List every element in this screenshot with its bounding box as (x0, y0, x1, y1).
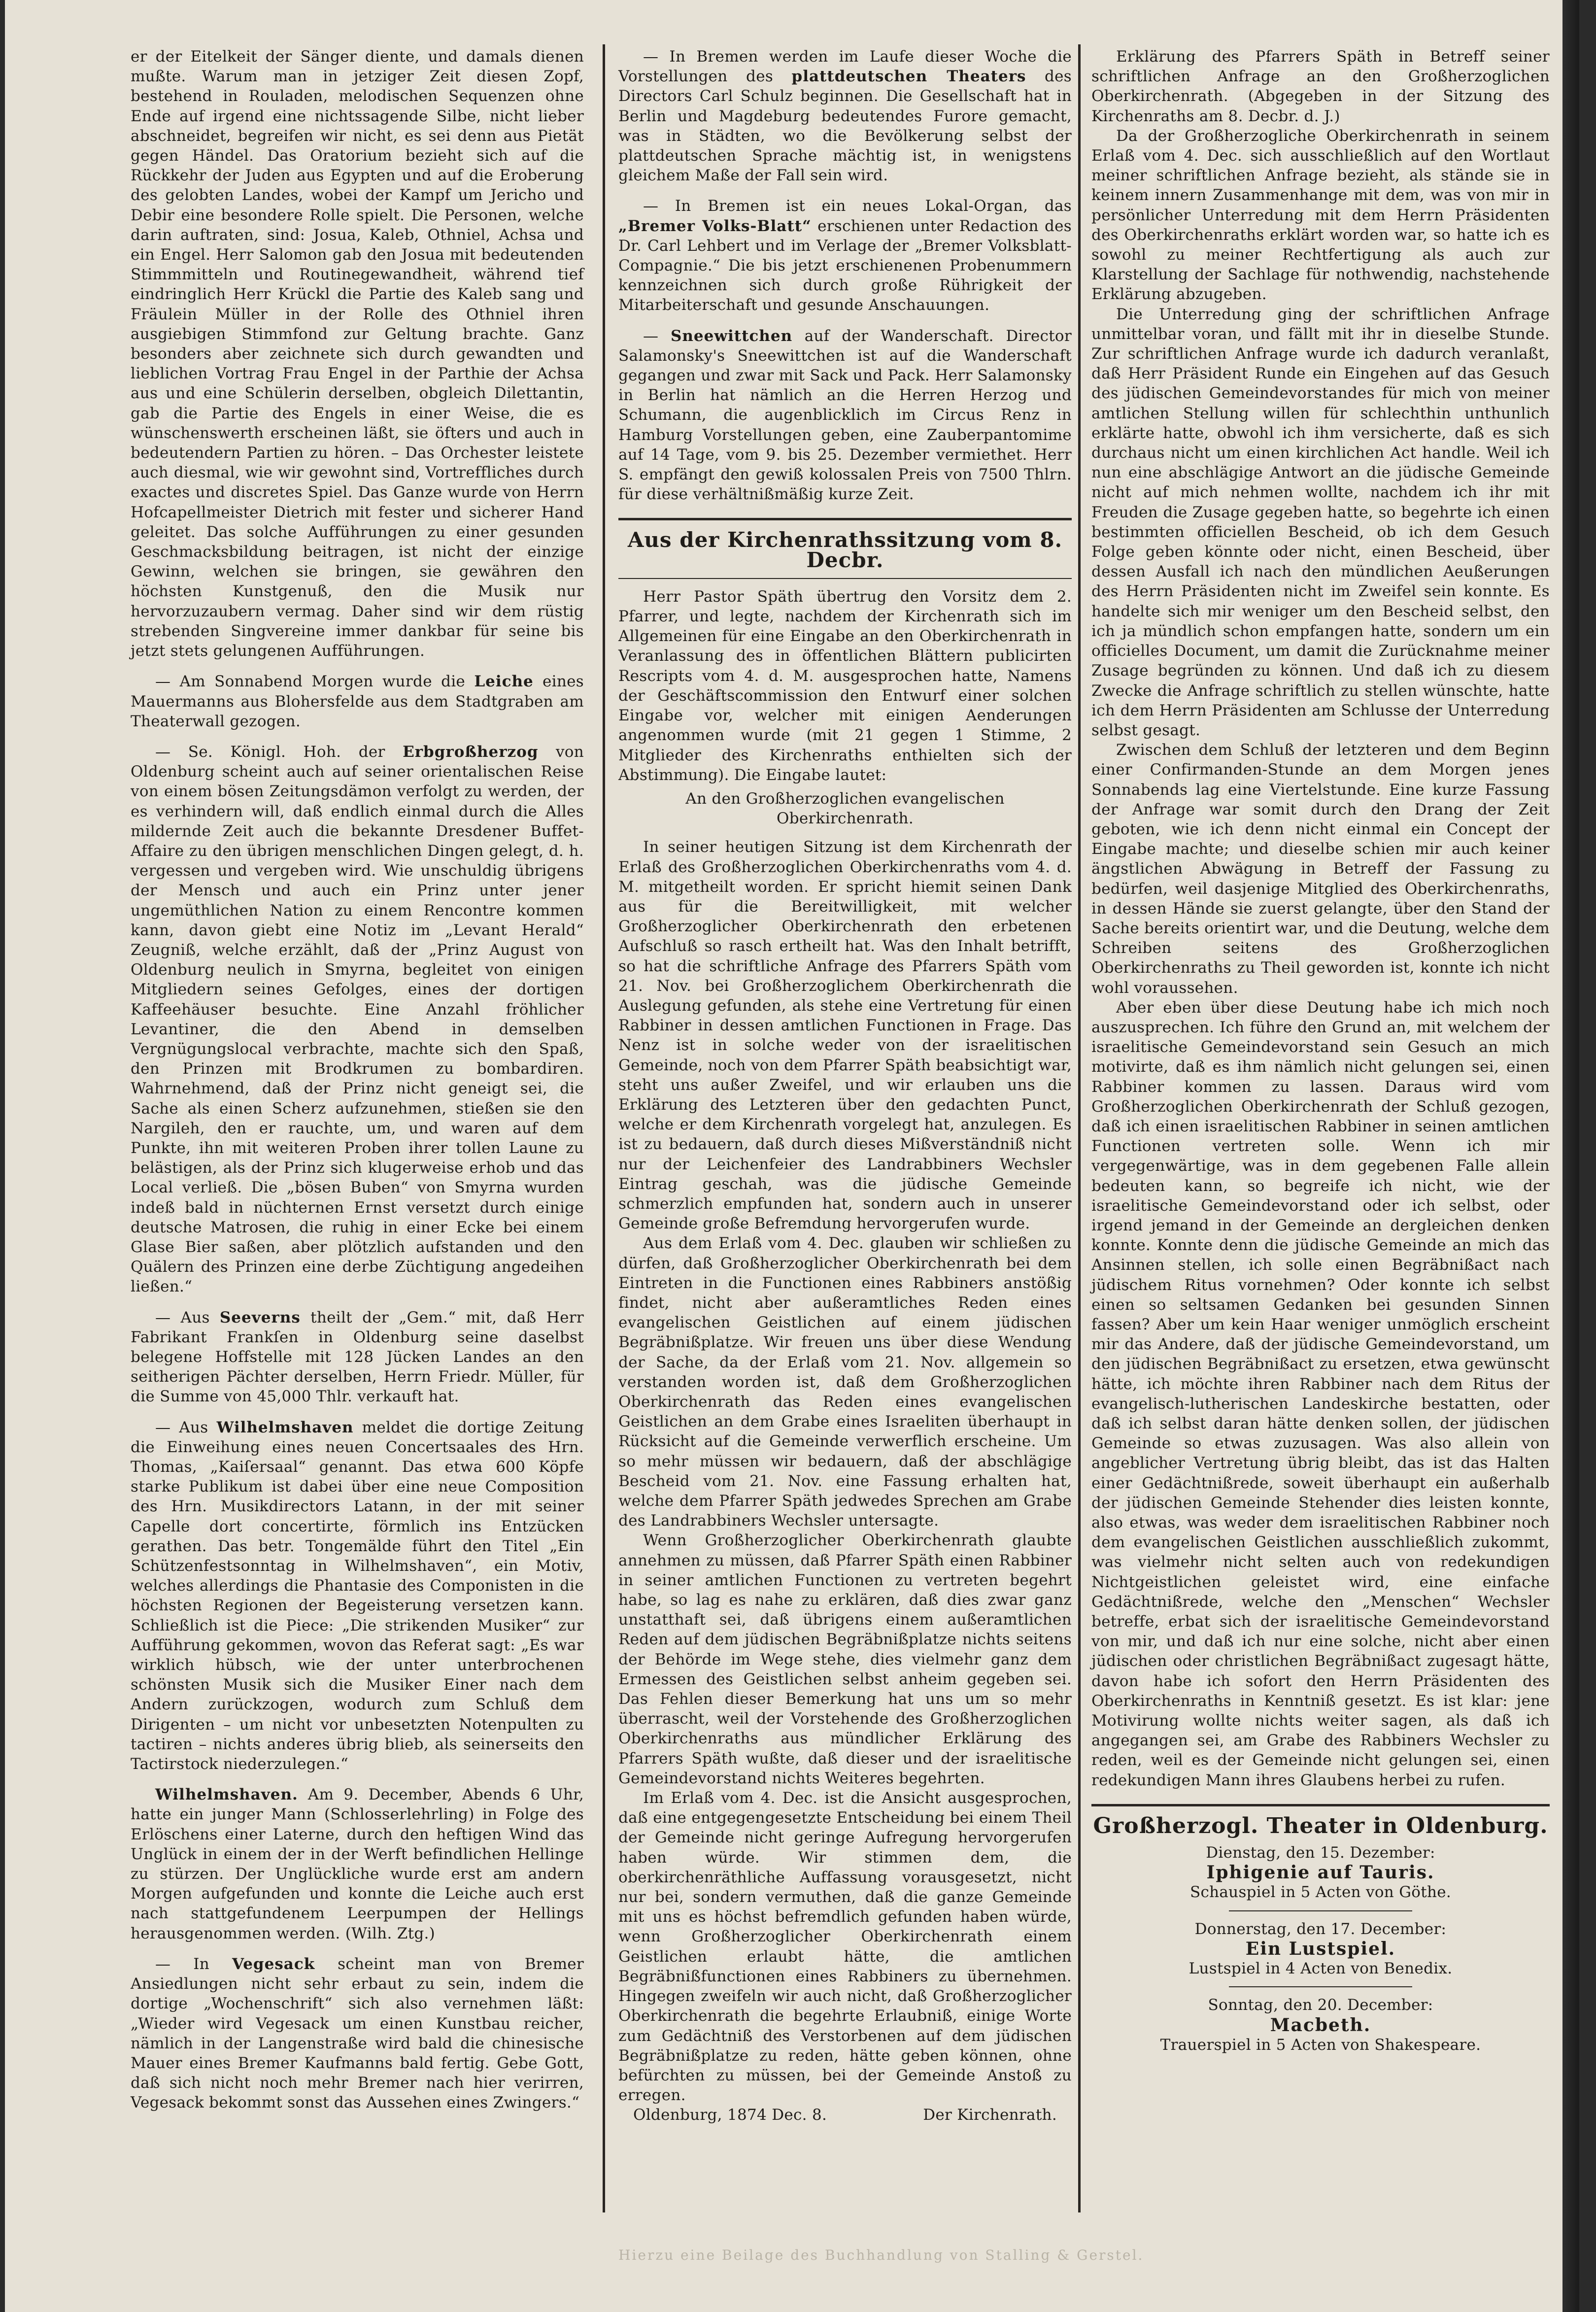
article-bremer-volksblatt: — In Bremen ist ein neues Lokal-Organ, das „Bremer Volks-Blatt“ erschienen unter Redaction des Dr. Carl Lehbert und im Verlage der „Bremer Volksblatt-Compagnie.“ Die bis jetzt erschienenen Probenummern kennzeichnen sich durch große Rührigkeit der Mitarbeiterschaft und gesunde Anschauungen. (618, 197, 1072, 314)
declaration-paragraph: Da der Großherzogliche Oberkirchenrath in seinem Erlaß vom 4. Dec. sich ausschließlich auf den Wortlaut meiner schriftlichen Anfrage bezieht, als stände sie in keinem innern Zusammenhange mit dem, was von mir in persönlicher Unterredung mit dem Herrn Präsidenten des Oberkirchenraths erklärt worden war, so hatte ich es sowohl zu meiner Rechtfertigung als auch zur Klarstellung der Sachlage für nothwendig, nachstehende Erklärung abzugeben. (1091, 127, 1550, 304)
performance-description: Lustspiel in 4 Acten von Benedix. (1189, 1960, 1453, 1978)
declaration-intro: Erklärung des Pfarrers Späth in Betreff seiner schriftlichen Anfrage an den Großherzoglichen Oberkirchenrath. (Abgegeben in der Sitzung des Kirchenraths am 8. Decbr. d. J.) (1091, 48, 1550, 125)
article-wilhelmshaven-concert: — Aus Wilhelmshaven meldet die dortige Zeitung die Einweihung eines neuen Concertsaales des Hrn. Thomas, „Kaiſersaal“ genannt. Das etwa 600 Köpfe starke Publikum ist dabei über eine neue Composition des Hrn. Musikdirectors Latann, in der mit seiner Capelle dort concertirte, förmlich ins Entzücken gerathen. Das betr. Tongemälde führt den Titel „Ein Schützenfestsonntag in Wilhelmshaven“, ein Motiv, welches allerdings die Phantasie des Componisten in die höchsten Regionen der Begeisterung versetzen kann. Schließlich ist die Piece: „Die strikenden Musiker“ zur Aufführung gekommen, wovon das Referat sagt: „Es war wirklich hübsch, wie der unter unterbrochenen schönsten Musik sich die Musiker Einer nach dem Andern zurückzogen, wodurch zum Schluß dem Dirigenten – um nicht vor unbesetzten Notenpulten zu tactiren – nichts anderes übrig blieb, als seinerseits den Tactirstock niederzulegen.“ (131, 1418, 584, 1773)
performance-date: Sonntag, den 20. December: (1208, 1996, 1433, 2014)
letter-paragraph: Aus dem Erlaß vom 4. Dec. glauben wir schließen zu dürfen, daß Großherzoglicher Oberkirchenrath bei dem Eintreten in die Functionen eines Rabbiners anstößig findet, nicht aber außeramtliches Reden eines evangelischen Geistlichen auf einem jüdischen Begräbnißplatze. Wir freuen uns über diese Wendung der Sache, da der Erlaß vom 21. Nov. allgemein so verstanden worden ist, daß dem Großherzoglichen Oberkirchenrath das Reden eines evangelischen Geistlichen an dem Grabe eines Israeliten überhaupt in Rücksicht auf die Gemeinde verwerflich erscheine. Um so mehr müssen wir bedauern, daß der abschlägige Bescheid vom 21. Nov. eine Fassung erhalten hat, welche dem Pfarrer Späth jedwedes Sprechen am Grabe des Landrabbiners Wechsler untersagte. (618, 1234, 1072, 1530)
playbill-divider (1229, 1986, 1412, 1987)
church-council-report: Herr Pastor Späth übertrug den Vorsitz dem 2. Pfarrer, und legte, nachdem der Kirchenrath sich im Allgemeinen für eine Eingabe an den Oberkirchenrath in Veranlassung des in öffentlichen Blättern publicirten Rescripts vom 4. d. M. ausgesprochen hatte, Namens der Geschäftscommission den Entwurf einer solchen Eingabe vor, welcher mit einigen Aenderungen angenommen wurde (mit 21 gegen 1 Stimme, 2 Mitglieder des Kirchenraths enthielten sich der Abstimmung). Die Eingabe lautet: (618, 587, 1072, 784)
column-right (1091, 47, 1550, 2055)
theatre-title: Großherzogl. Theater in Oldenburg. (1093, 1813, 1548, 1838)
declaration-paragraph: Zwischen dem Schluß der letzteren und dem Beginn einer Confirmanden-Stunde an dem Morgen jenes Sonnabends lag eine Viertelstunde. Eine kurze Fassung der Anfrage war somit durch den Drang der Zeit geboten, wie ich denn nicht einmal ein Concept der Eingabe machte; und dieselbe schien mir auch keiner ängstlichen Abwägung in Betreff der Fassung zu bedürfen, weil dasjenige Mitglied des Oberkirchenraths, in dessen Hände sie zuerst gelangte, über den Stand der Sache bereits orientirt war, und die Deutung, welche dem Schreiben seitens des Großherzoglichen Oberkirchenraths zu Theil geworden ist, konnte ich nicht wohl voraussehen. (1091, 741, 1550, 997)
article-vegesack: — In Vegesack scheint man von Bremer Ansiedlungen nicht sehr erbaut zu sein, indem die dortige „Wochenschrift“ sich also vernehmen läßt: „Wieder wird Vegesack um einen Kunstbau reicher, nämlich in der Langenstraße wird bald die chinesische Mauer eines Bremer Kaufmanns bald fertig. Gebe Gott, daß sich nicht noch mehr Bremer nach hier verirren, Vegesack bekommt sonst das Aussehen eines Zwingers.“ (131, 1955, 584, 2112)
signoff-place-date: Oldenburg, 1874 Dec. 8. (633, 2106, 827, 2124)
page-edge (1562, 0, 1579, 2312)
playbill-divider (1229, 1910, 1412, 1911)
performance-title: Iphigenie auf Tauris. (1206, 1862, 1435, 1883)
theatre-playbill (1091, 1813, 1550, 2055)
letter-signoff (618, 2105, 1072, 2125)
signoff-signature: Der Kirchenrath. (923, 2106, 1057, 2124)
article-corpse-found: — Am Sonnabend Morgen wurde die Leiche eines Mauermanns aus Blohersfelde aus dem Stadtgraben am Theaterwall gezogen. (131, 673, 584, 730)
article-oratorio-review: er der Eitelkeit der Sänger diente, und damals dienen mußte. Warum man in jetziger Zeit diesen Zopf, bestehend in Rouladen, melodischen Sequenzen ohne Ende auf irgend eine nichtssagende Silbe, nicht lieber abschneidet, begreifen wir nicht, es sei denn aus Pietät gegen Händel. Das Oratorium bezieht sich auf die Rückkehr der Juden aus Egypten und auf die Eroberung des gelobten Landes, wobei der Kampf um Jericho und Debir eine besondere Rolle spielt. Die Personen, welche darin auftraten, sind: Josua, Kaleb, Othniel, Achsa und ein Engel. Herr Salomon gab den Josua mit bedeutenden Stimmmitteln und Routinegewandheit, während tief eindringlich Herr Krückl die Partie des Kaleb sang und Fräulein Müller in der Rolle des Othniel ihren ausgiebigen Stimmfond zur Geltung brachte. Ganz besonders aber zeichnete sich durch gewandten und lieblichen Vortrag Frau Engel in der Parthie der Achsa aus und eine Schülerin derselben, obgleich Dilettantin, gab die Partie des Engels in einer Weise, die es wünschenswerth erscheinen läßt, sie öfters und auch in bedeutendern Partien zu hören. – Das Orchester leistete auch diesmal, wie wir gewohnt sind, Vortreffliches durch exactes und discretes Spiel. Das Ganze wurde von Herrn Hofcapellmeister Dietrich mit fester und sicherer Hand geleitet. Das solche Aufführungen zu einer gesunden Geschmacksbildung beitragen, ist nicht der einzige Gewinn, welchen sie bringen, sie gewähren den höchsten Kunstgenuß, den die Musik nur hervorzuzaubern vermag. Daher sind wir dem rüstig strebenden Singvereine immer dankbar für seine bis jetzt stets gelungenen Aufführungen. (131, 48, 584, 660)
performance-description: Trauerspiel in 5 Acten von Shakespeare. (1160, 2036, 1481, 2054)
article-plattdeutsch-theatre: — In Bremen werden im Laufe dieser Woche die Vorstellungen des plattdeutschen Theaters des Directors Carl Schulz beginnen. Die Gesellschaft hat in Berlin und Magdeburg bedeutendes Furore gemacht, was in Städten, wo die Bevölkerung selbst der plattdeutschen Sprache mächtig ist, in wenigstens gleichem Maße der Fall sein wird. (618, 48, 1072, 185)
heading-divider (618, 578, 1072, 579)
article-sneewittchen: — Sneewittchen auf der Wanderschaft. Director Salamonsky's Sneewittchen ist auf die Wanderschaft gegangen und zwar mit Sack und Pack. Herr Salamonsky in Berlin hat nämlich an die Herren Herzog und Schumann, die augenblicklich im Circus Renz in Hamburg Vorstellungen geben, eine Zauberpantomime auf 14 Tage, vom 9. bis 25. Dezember vermiethet. Herr S. empfängt den gewiß kolossalen Preis von 7500 Thlrn. für diese verhältnißmäßig kurze Zeit. (618, 327, 1072, 504)
column-rule (1078, 44, 1081, 2212)
declaration-paragraph: Die Unterredung ging der schriftlichen Anfrage unmittelbar voran, und fällt mit ihr in dieselbe Stunde. Zur schriftlichen Anfrage wurde ich dadurch veranlaßt, daß Herr Präsident Runde ein Eingehen auf das Gesuch des jüdischen Gemeindevorstandes für mich von meiner amtlichen Stellung willen für schlechthin unthunlich erklärte hatte, obwohl ich ihm versicherte, daß es sich durchaus nicht um einen kirchlichen Act handle. Weil ich nun eine abschlägige Antwort an die jüdische Gemeinde nicht auf mich nehmen wollte, nachdem ich ihr mit Freuden die Zusage gegeben hatte, so begehrte ich einen bestimmten officiellen Bescheid, ob ich dem Gesuch Folge geben könnte oder nicht, einen Bescheid, über dessen Ausfall ich nach den mündlichen Aeußerungen des Herrn Präsidenten nicht im Zweifel sein konnte. Es handelte sich mir weniger um den Bescheid selbst, den ich ja mündlich schon empfangen hatte, sondern um ein officielles Document, um damit die Zurücknahme meiner Zusage begründen zu können. Und daß ich zu diesem Zwecke die Anfrage schriftlich zu stellen wünschte, hatte ich dem Herrn Präsidenten am Schlusse der Unterredung selbst gesagt. (1091, 305, 1550, 739)
bleed-through-footer: Hierzu eine Beilage des Buchhandlung von Stalling & Gerstel. (618, 2247, 1144, 2263)
newspaper-page (5, 0, 1579, 2312)
letter-paragraph: Wenn Großherzoglicher Oberkirchenrath glaubte annehmen zu müssen, daß Pfarrer Späth einen Rabbiner in seiner amtlichen Functionen zu vertreten begehrt habe, so lag es nahe zu erklären, daß dies zwar ganz unstatthaft sei, daß übrigens einem außeramtlichen Reden auf dem jüdischen Begräbnißplatze nichts seitens der Behörde im Wege stehe, dies vielmehr ganz dem Ermessen des Geistlichen selbst anheim gegeben sei. Das Fehlen dieser Bemerkung hat uns um so mehr überrascht, weil der Vorstehende des Großherzoglichen Oberkirchenraths aus mündlicher Erklärung des Pfarrers Späth wußte, daß dieser und der israelitische Gemeindevorstand nichts Weiteres begehrten. (618, 1531, 1072, 1787)
section-heading: Aus der Kirchenrathssitzung vom 8. Decbr. (627, 528, 1063, 572)
declaration-paragraph: Aber eben über diese Deutung habe ich mich noch auszusprechen. Ich führe den Grund an, mit welchem der israelitische Gemeindevorstand sein Gesuch an mich motivirte, daß es ihm nämlich nicht gelungen sei, einen Rabbiner kommen zu lassen. Daraus wird vom Großherzoglichen Oberkirchenrath der Schluß gezogen, daß ich einen israelitischen Rabbiner in seinen amtlichen Functionen vertreten solle. Wenn ich mir vergegenwärtige, was in dem gegebenen Falle allein bedeuten kann, so begreife ich nicht, wie der israelitische Gemeindevorstand oder ich selbst, oder irgend jemand in der Gemeinde an dergleichen denken konnte. Konnte denn die jüdische Gemeinde an mich das Ansinnen stellen, ich solle einen Begräbnißact nach jüdischem Ritus vornehmen? Oder konnte ich selbst einen so seltsamen Gedanken bei gesunden Sinnen fassen? Aber um kein Haar weniger unmöglich erscheint mir das Andere, daß der jüdische Gemeindevorstand, um den jüdischen Begräbnißact zu ersetzen, etwa gewünscht hätte, ich möchte ihren Rabbiner nach dem Ritus der evangelisch-lutherischen Landeskirche bestatten, oder daß ich selbst daran hätte denken sollen, der jüdischen Gemeinde so etwas zuzusagen. Was also allein von angeblicher Vertretung übrig bleibt, das ist das Halten einer Gedächtnißrede, soweit überhaupt ein außerhalb der jüdischen Gemeinde Stehender dies leisten konnte, also etwas, was weder dem israelitischen Rabbiner noch dem evangelischen Geistlichen ausschließlich zukommt, was vielmehr nicht selten auch von redekundigen Nichtgeistlichen geleistet wird, eine einfache Gedächtnißrede, welche den „Menschen“ Wechsler betreffe, erbat sich der israelitische Gemeindevorstand von mir, und daß ich nur eine solche, nicht aber einen jüdischen oder christlichen Begräbnißact zugesagt hätte, davon habe ich sofort den Herrn Präsidenten des Oberkirchenraths in Kenntniß gesetzt. Es ist klar: jene Motivirung wollte nichts weiter sagen, als daß ich angegangen sei, am Grabe des Rabbiners Wechsler zu reden, weil es der Gemeinde nicht gelungen sei, einen redekundigen Mann ihres Glaubens herbei zu rufen. (1091, 998, 1550, 1789)
column-middle (618, 47, 1072, 2125)
letter-paragraph: In seiner heutigen Sitzung ist dem Kirchenrath der Erlaß des Großherzoglichen Oberkirchenraths vom 4. d. M. mitgetheilt worden. Er spricht hiemit seinen Dank aus für die Bereitwilligkeit, mit welcher Großherzoglicher Oberkirchenrath den erbetenen Aufschluß so rasch ertheilt hat. Was den Inhalt betrifft, so hat die schriftliche Anfrage des Pfarrers Späth vom 21. Nov. bei Großherzoglichem Oberkirchenrath die Auslegung gefunden, als stehe eine Vertretung für einen Rabbiner in dessen amtlichen Functionen in Frage. Das Nenz ist in solche weder von der israelitischen Gemeinde, noch von dem Pfarrer Späth beabsichtigt war, steht uns außer Zweifel, und wir erlauben uns die Erklärung des Letzteren über den gedachten Punct, welche er dem Kirchenrath vorgelegt hat, anzulegen. Es ist zu bedauern, daß durch dieses Mißverständniß nicht nur der Leichenfeier des Landrabbiners Wechsler Eintrag geschah, was die jüdische Gemeinde schmerzlich empfunden hat, sondern auch in unserer Gemeinde große Befremdung hervorgerufen wurde. (618, 838, 1072, 1233)
performance-date: Dienstag, den 15. Dezember: (1206, 1844, 1435, 1862)
column-left (131, 47, 584, 2113)
performance-title: Ein Lustspiel. (1245, 1938, 1396, 1959)
performance-date: Donnerstag, den 17. December: (1194, 1920, 1447, 1938)
performance-description: Schauspiel in 5 Acten von Göthe. (1189, 1883, 1452, 1902)
section-divider (618, 518, 1072, 520)
letter-address: An den Großherzoglichen evangelischen Oberkirchenrath. (685, 789, 1005, 828)
column-rule (603, 44, 605, 2212)
article-hereditary-grand-duke: — Se. Königl. Hoh. der Erbgroßherzog von Oldenburg scheint auch auf seiner orientalischen Reise von einem bösen Zeitungsdämon verfolgt zu werden, der es verhindern will, daß endlich einmal durch die Alles mildernde Zeit auch die bekannte Dresdener Buffet-Affaire zu den übrigen menschlichen Dingen gelegt, d. h. vergessen und vergeben wird. Wie unschuldig übrigens der Mensch und auch ein Prinz unter jener ungemüthlichen Nation zu einem Rencontre kommen kann, davon giebt eine Notiz im „Levant Herald“ Zeugniß, welche erzählt, daß der „Prinz August von Oldenburg neulich in Smyrna, begleitet von einigen Mitgliedern seines Gefolges, eines der dortigen Kaffeehäuser besuchte. Eine Anzahl fröhlicher Levantiner, die den Abend in demselben Vergnügungslocal verbrachte, machte sich den Spaß, den Prinzen mit Brodkrumen zu bombardiren. Wahrnehmend, daß der Prinz nicht geneigt sei, die Sache als einen Scherz aufzunehmen, stießen sie den Nargileh, den er rauchte, um, und waren auf dem Punkte, ihn mit weiteren Proben ihrer tollen Laune zu belästigen, als der Prinz sich klugerweise erhob und das Local verließ. Die „bösen Buben“ von Smyrna wurden indeß bald in nüchternen Ernst versetzt durch einige deutsche Matrosen, die ruhig in einer Ecke bei einem Glase Bier saßen, aber plötzlich aufstanden und den Quälern des Prinzen eine derbe Züchtigung angedeihen ließen.“ (131, 743, 584, 1296)
article-wilhelmshaven-accident: Wilhelmshaven. Am 9. December, Abends 6 Uhr, hatte ein junger Mann (Schlosserlehrling) in Folge des Erlöschens einer Laterne, durch den heftigen Wind das Unglück in einem der in der Werft befindlichen Hellinge zu stürzen. Der Unglückliche wurde erst am andern Morgen aufgefunden und konnte die Leiche auch erst nach stattgefundenem Leerpumpen der Hellings herausgenommen werden. (Wilh. Ztg.) (131, 1786, 584, 1942)
article-seeverns: — Aus Seeverns theilt der „Gem.“ mit, daß Herr Fabrikant Frankſen in Oldenburg seine daselbst belegene Hoffstelle mit 128 Jücken Landes an den seitherigen Pächter derselben, Herrn Friedr. Müller, für die Summe von 45,000 Thlr. verkauft hat. (131, 1308, 584, 1406)
letter-paragraph: Im Erlaß vom 4. Dec. ist die Ansicht ausgesprochen, daß eine entgegengesetzte Entscheidung bei einem Theil der Gemeinde nicht geringe Aufregung hervorgerufen haben würde. Wir stimmen dem, die oberkirchenräthliche Auffassung vorausgesetzt, nicht nur bei, sondern vermuthen, daß die ganze Gemeinde mit uns es höchst befremdlich gefunden haben würde, wenn Großherzoglicher Oberkirchenrath einem Geistlichen erlaubt hätte, die amtlichen Begräbnißfunctionen eines Rabbiners zu übernehmen. Hingegen zweifeln wir auch nicht, daß Großherzoglicher Oberkirchenrath die begehrte Erlaubniß, einige Worte zum Gedächtniß des Verstorbenen auf dem jüdischen Begräbnißplatze zu reden, hätte geben können, ohne befürchten zu müssen, bei der Gemeinde Anstoß zu erregen. (618, 1789, 1072, 2105)
section-divider (1091, 1804, 1550, 1806)
performance-title: Macbeth. (1270, 2014, 1371, 2036)
